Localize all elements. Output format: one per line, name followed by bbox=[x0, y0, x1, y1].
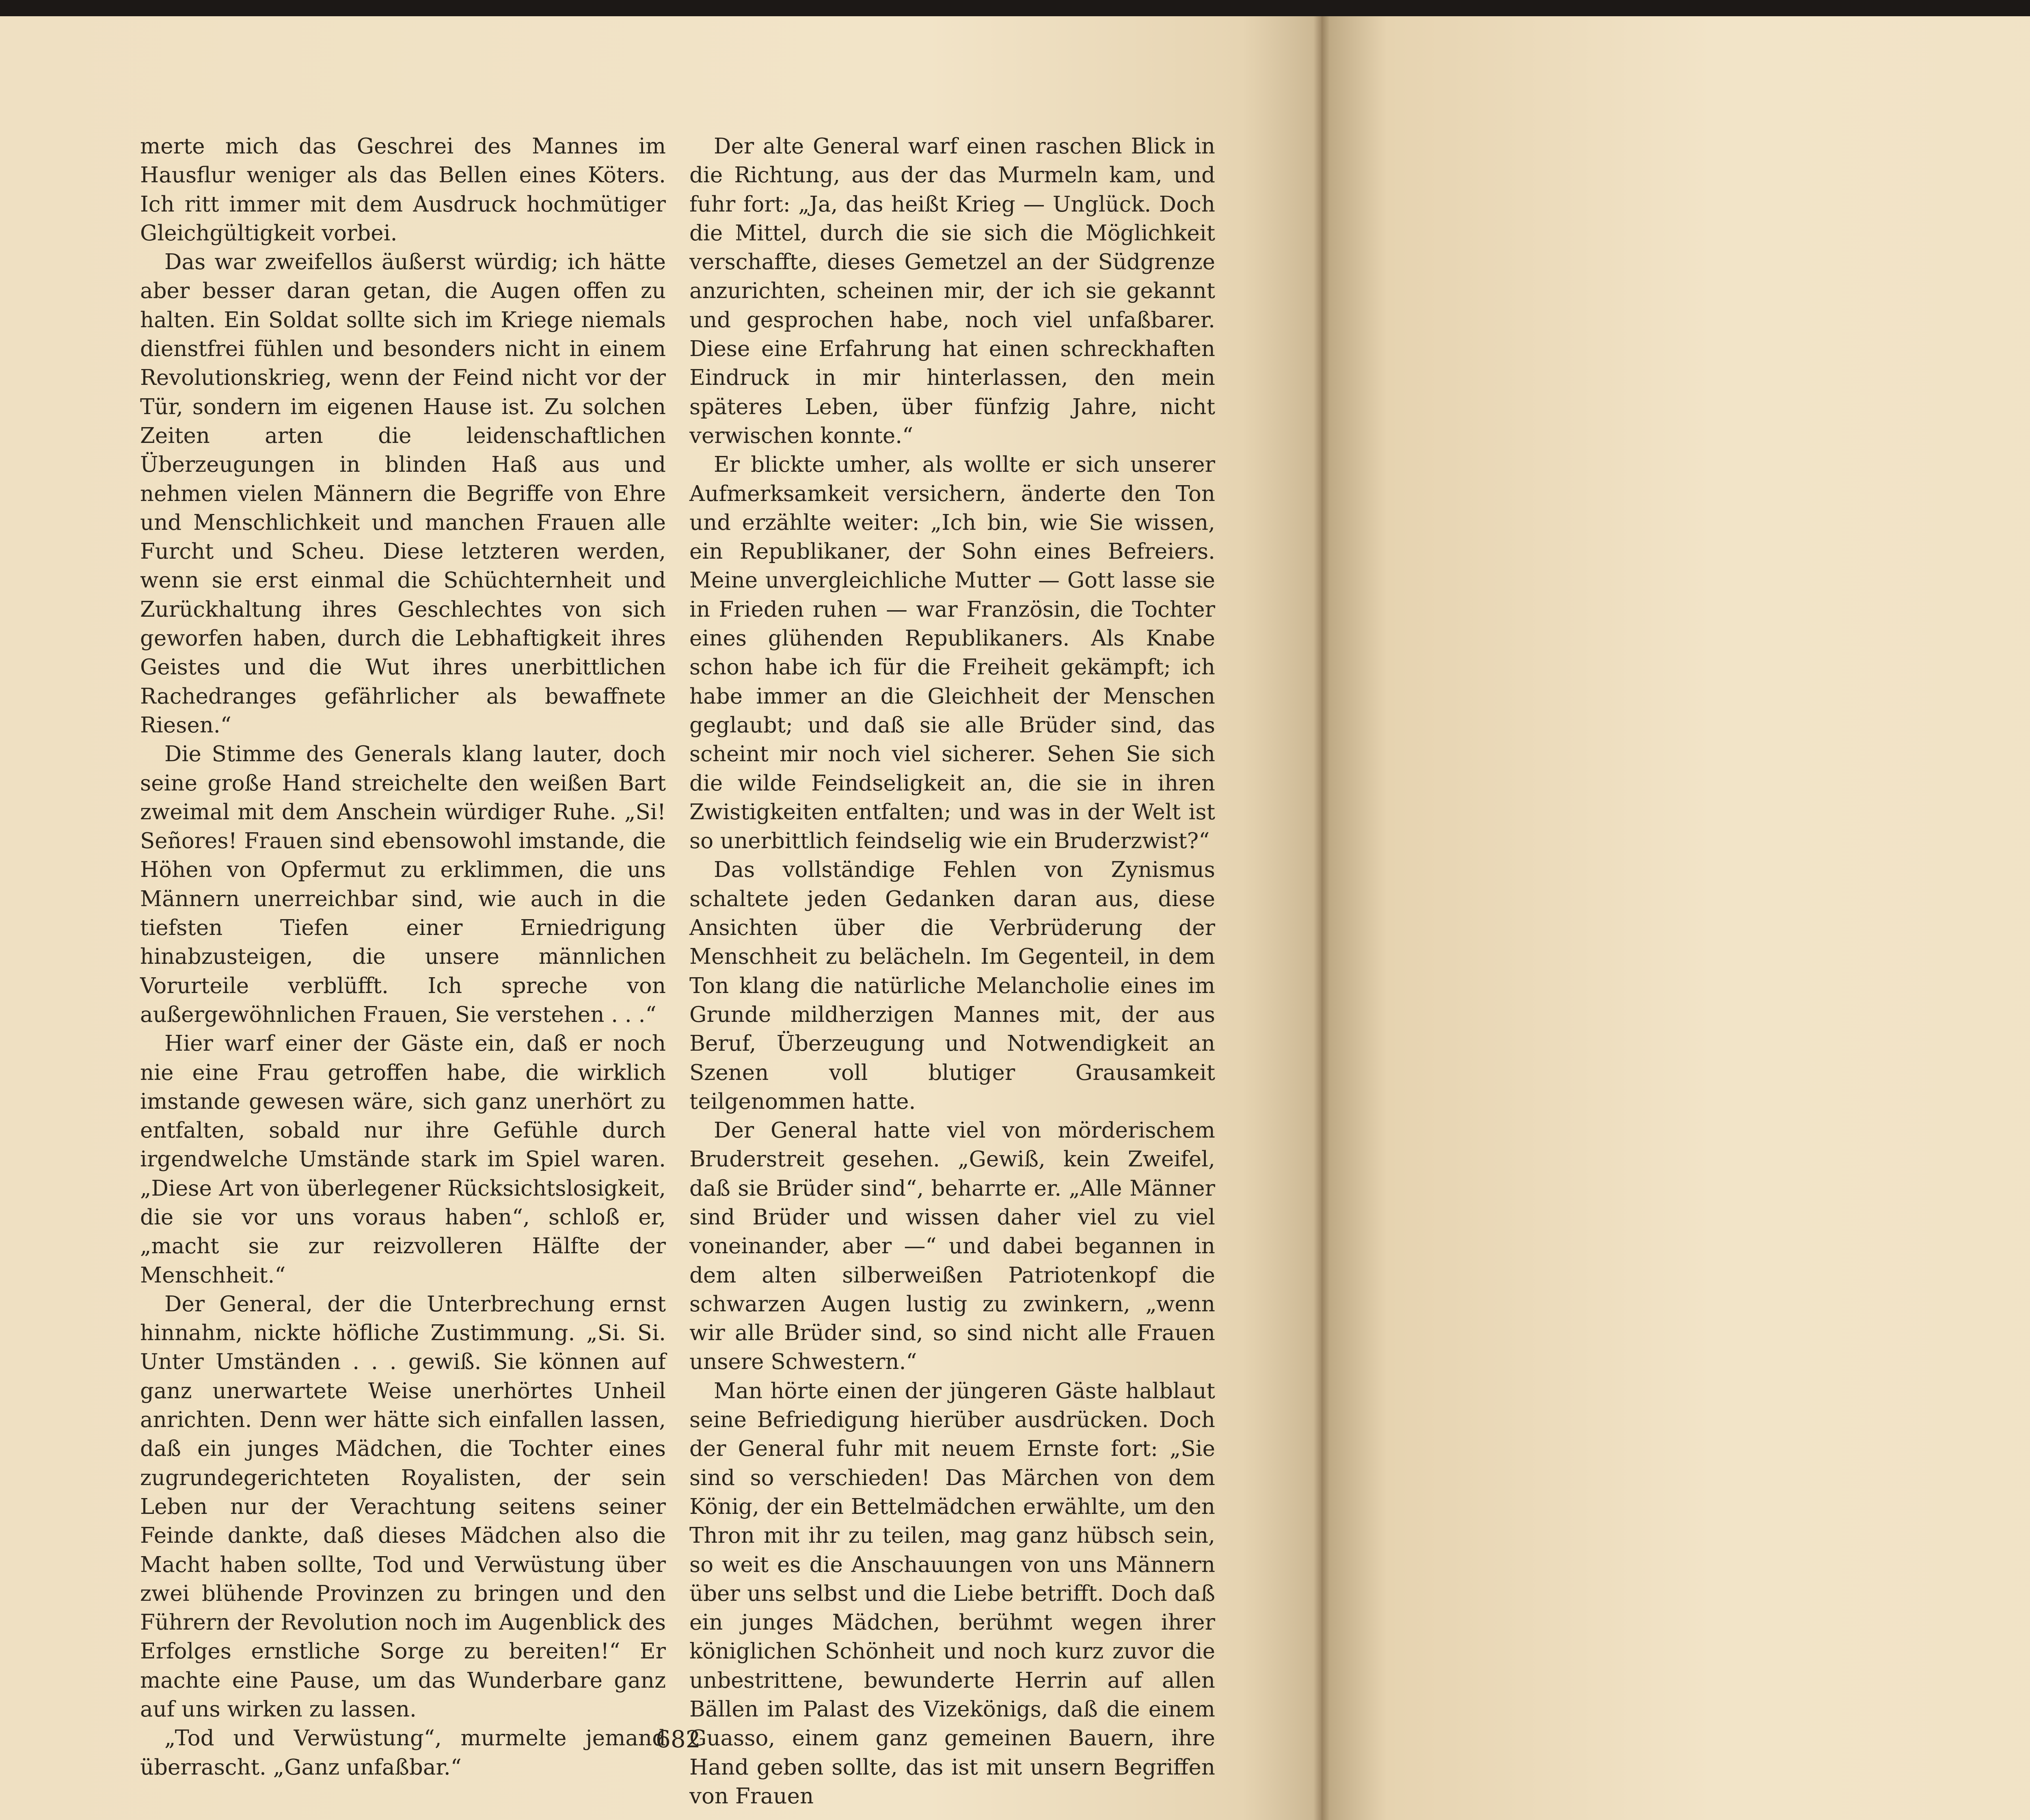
page-number-left: 682 bbox=[656, 1725, 701, 1753]
paragraph: Das war zweifellos äußerst würdig; ich hätte aber besser daran getan, die Augen offen zu halten. Ein Soldat sollte sich im Kriege niemals dienstfrei fühlen und besonders nicht in einem Revolutionskrieg, wenn der Feind nicht vor der Tür, sondern im eigenen Hause ist. Zu solchen Zeiten arten die leidenschaftlichen Überzeugungen in blinden Haß aus und nehmen vielen Männern die Begriffe von Ehre und Menschlichkeit und manchen Frauen alle Furcht und Scheu. Diese letzteren werden, wenn sie erst einmal die Schüchternheit und Zurückhaltung ihres Geschlechtes von sich geworfen haben, durch die Lebhaftigkeit ihres Geistes und die Wut ihres unerbittlichen Rachedranges gefährlicher als bewaffnete Riesen.“ bbox=[140, 250, 666, 738]
paragraph: „Tod und Verwüstung“, murmelte jemand überrascht. „Ganz unfaßbar.“ bbox=[140, 1726, 666, 1780]
paragraph: Die Stimme des Generals klang lauter, doch seine große Hand streichelte den weißen Bart zweimal mit dem Anschein würdiger Ruhe. „Si! Señores! Frauen sind ebensowohl imstande, die Höhen von Opfermut zu erklimmen, die uns Männern unerreichbar sind, wie auch in die tiefsten Tiefen einer Erniedrigung hinabzusteigen, die unsere männlichen Vorurteile verblüfft. Ich spreche von außergewöhnlichen Frauen, Sie verstehen . . .“ bbox=[140, 742, 666, 1027]
paragraph: Das vollständige Fehlen von Zynismus schaltete jeden Gedanken daran aus, diese Ansichten über die Verbrüderung der Menschheit zu belächeln. Im Gegenteil, in dem Ton klang die natürliche Melancholie eines im Grunde mildherzigen Mannes mit, der aus Beruf, Überzeugung und Notwendigkeit an Szenen voll blutiger Grausamkeit teilgenommen hatte. bbox=[689, 857, 1215, 1114]
book-gutter bbox=[1313, 16, 1330, 1820]
right-page bbox=[1322, 16, 2030, 1820]
paragraph: Der alte General warf einen raschen Blick in die Richtung, aus der das Murmeln kam, und fuhr fort: „Ja, das heißt Krieg — Unglück. Doch die Mittel, durch die sie sich die Möglichkeit verschaffte, dieses Gemetzel an der Südgrenze anzurichten, scheinen mir, der ich sie gekannt und gesprochen habe, noch viel unfaßbarer. Diese eine Erfahrung hat einen schreckhaften Eindruck in mir hinterlassen, den mein späteres Leben, über fünfzig Jahre, nicht verwischen konnte.“ bbox=[689, 134, 1215, 448]
left-page-column-1 bbox=[140, 132, 666, 1782]
left-page-column-2 bbox=[689, 132, 1215, 1811]
paragraph: Er blickte umher, als wollte er sich unserer Aufmerksamkeit versichern, änderte den Ton und erzählte weiter: „Ich bin, wie Sie wissen, ein Republikaner, der Sohn eines Befreiers. Meine unvergleichliche Mutter — Gott lasse sie in Frieden ruhen — war Französin, die Tochter eines glühenden Republikaners. Als Knabe schon habe ich für die Freiheit gekämpft; ich habe immer an die Gleichheit der Menschen geglaubt; und daß sie alle Brüder sind, das scheint mir noch viel sicherer. Sehen Sie sich die wilde Feindseligkeit an, die sie in ihren Zwistigkeiten entfalten; und was in der Welt ist so unerbittlich feindselig wie ein Bruderzwist?“ bbox=[689, 452, 1215, 854]
paragraph: Der General hatte viel von mörderischem Bruderstreit gesehen. „Gewiß, kein Zweifel, daß sie Brüder sind“, beharrte er. „Alle Männer sind Brüder und wissen daher viel zu viel voneinander, aber —“ und dabei begannen in dem alten silberweißen Patriotenkopf die schwarzen Augen lustig zu zwinkern, „wenn wir alle Brüder sind, so sind nicht alle Frauen unsere Schwestern.“ bbox=[689, 1118, 1215, 1375]
paragraph: Hier warf einer der Gäste ein, daß er noch nie eine Frau getroffen habe, die wirklich imstande gewesen wäre, sich ganz unerhört zu entfalten, sobald nur ihre Gefühle durch irgendwelche Umstände stark im Spiel waren. „Diese Art von überlegener Rücksichtslosigkeit, die sie vor uns voraus haben“, schloß er, „macht sie zur reizvolleren Hälfte der Menschheit.“ bbox=[140, 1031, 666, 1288]
paragraph: merte mich das Geschrei des Mannes im Hausflur weniger als das Bellen eines Köters. Ich ritt immer mit dem Ausdruck hochmütiger Gleichgültigkeit vorbei. bbox=[140, 134, 666, 246]
paragraph: Der General, der die Unterbrechung ernst hinnahm, nickte höfliche Zustimmung. „Si. Si. Unter Umständen . . . gewiß. Sie können auf ganz unerwartete Weise unerhörtes Unheil anrichten. Denn wer hätte sich einfallen lassen, daß ein junges Mädchen, die Tochter eines zugrundegerichteten Royalisten, der sein Leben nur der Verachtung seitens seiner Feinde dankte, daß dieses Mädchen also die Macht haben sollte, Tod und Verwüstung über zwei blühende Provinzen zu bringen und den Führern der Revolution noch im Augenblick des Erfolges ernstliche Sorge zu bereiten!“ Er machte eine Pause, um das Wunderbare ganz auf uns wirken zu lassen. bbox=[140, 1291, 666, 1722]
paragraph: Man hörte einen der jüngeren Gäste halblaut seine Befriedigung hierüber ausdrücken. Doch der General fuhr mit neuem Ernste fort: „Sie sind so verschieden! Das Märchen von dem König, der ein Bettelmädchen erwählte, um den Thron mit ihr zu teilen, mag ganz hübsch sein, so weit es die Anschauungen von uns Männern über uns selbst und die Liebe betrifft. Doch daß ein junges Mädchen, berühmt wegen ihrer königlichen Schönheit und noch kurz zuvor die unbestrittene, bewunderte Herrin auf allen Bällen im Palast des Vizekönigs, daß die einem Guasso, einem ganz gemeinen Bauern, ihre Hand geben sollte, das ist mit unsern Begriffen von Frauen bbox=[689, 1378, 1215, 1809]
left-page bbox=[0, 16, 1322, 1820]
